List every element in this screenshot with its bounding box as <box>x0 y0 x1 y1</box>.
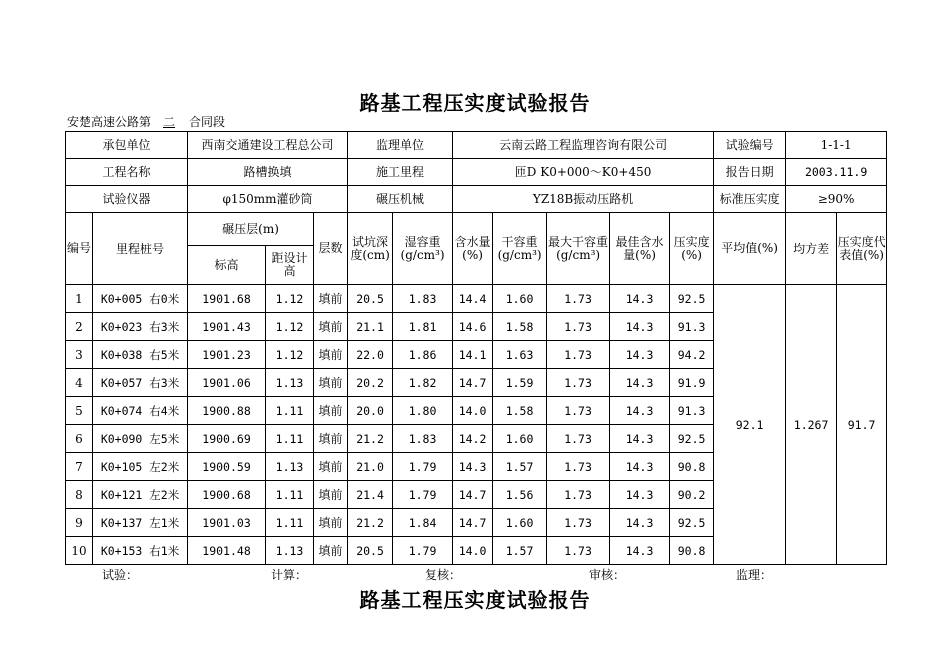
subtitle-prefix: 安楚高速公路第 <box>67 115 152 129</box>
wet-density-cell: 1.79 <box>393 481 453 509</box>
mileage-value: 匝D K0+000～K0+450 <box>453 159 714 186</box>
dry-density-cell: 1.58 <box>493 313 547 341</box>
compaction-cell: 92.5 <box>670 285 714 313</box>
compaction-cell: 91.3 <box>670 397 714 425</box>
layer-count-cell: 填前 <box>314 341 348 369</box>
project-label: 工程名称 <box>66 159 188 186</box>
max-dry-density-cell: 1.73 <box>547 397 610 425</box>
moisture-cell: 14.0 <box>453 397 493 425</box>
supervisor-label: 监理单位 <box>348 132 453 159</box>
header-station: 里程桩号 <box>93 213 188 285</box>
station-cell: K0+121 左2米 <box>93 481 188 509</box>
compaction-cell: 90.8 <box>670 537 714 565</box>
dry-density-cell: 1.56 <box>493 481 547 509</box>
representative-value: 91.7 <box>837 285 887 565</box>
pit-depth-cell: 20.2 <box>348 369 393 397</box>
max-dry-density-cell: 1.73 <box>547 425 610 453</box>
max-dry-density-cell: 1.73 <box>547 341 610 369</box>
layer-count-cell: 填前 <box>314 425 348 453</box>
station-cell: K0+153 右1米 <box>93 537 188 565</box>
row-no-cell: 9 <box>66 509 93 537</box>
station-cell: K0+137 左1米 <box>93 509 188 537</box>
test-no-value: 1-1-1 <box>786 132 887 159</box>
wet-density-cell: 1.86 <box>393 341 453 369</box>
elevation-cell: 1900.59 <box>188 453 266 481</box>
optimum-moisture-cell: 14.3 <box>610 369 670 397</box>
signature-line <box>65 566 886 582</box>
pit-depth-cell: 20.5 <box>348 537 393 565</box>
reviewer-label: 审核： <box>589 568 626 582</box>
contractor-label: 承包单位 <box>66 132 188 159</box>
layer-count-cell: 填前 <box>314 453 348 481</box>
optimum-moisture-cell: 14.3 <box>610 285 670 313</box>
data-rows <box>66 285 887 565</box>
station-cell: K0+074 右4米 <box>93 397 188 425</box>
subtitle-suffix: 合同段 <box>189 115 226 129</box>
header-elevation: 标高 <box>188 246 266 285</box>
pit-depth-cell: 22.0 <box>348 341 393 369</box>
row-no-cell: 1 <box>66 285 93 313</box>
optimum-moisture-cell: 14.3 <box>610 481 670 509</box>
station-cell: K0+023 右3米 <box>93 313 188 341</box>
distance-cell: 1.12 <box>266 313 314 341</box>
mileage-label: 施工里程 <box>348 159 453 186</box>
station-cell: K0+090 左5米 <box>93 425 188 453</box>
pit-depth-cell: 21.2 <box>348 425 393 453</box>
compaction-report-table <box>65 131 887 565</box>
contract-section-number: 二 <box>163 115 176 129</box>
elevation-cell: 1901.48 <box>188 537 266 565</box>
station-cell: K0+038 右5米 <box>93 341 188 369</box>
row-no-cell: 8 <box>66 481 93 509</box>
moisture-cell: 14.6 <box>453 313 493 341</box>
elevation-cell: 1901.03 <box>188 509 266 537</box>
standard-compaction-label: 标准压实度 <box>714 186 786 213</box>
dry-density-cell: 1.60 <box>493 285 547 313</box>
rechecker-label: 复核： <box>425 568 462 582</box>
compaction-cell: 91.3 <box>670 313 714 341</box>
wet-density-cell: 1.79 <box>393 453 453 481</box>
pit-depth-cell: 21.1 <box>348 313 393 341</box>
elevation-cell: 1901.23 <box>188 341 266 369</box>
report-date-label: 报告日期 <box>714 159 786 186</box>
max-dry-density-cell: 1.73 <box>547 453 610 481</box>
distance-cell: 1.11 <box>266 509 314 537</box>
row-no-cell: 6 <box>66 425 93 453</box>
dry-density-cell: 1.59 <box>493 369 547 397</box>
station-cell: K0+005 右0米 <box>93 285 188 313</box>
max-dry-density-cell: 1.73 <box>547 481 610 509</box>
max-dry-density-cell: 1.73 <box>547 369 610 397</box>
station-cell: K0+057 右3米 <box>93 369 188 397</box>
wet-density-cell: 1.83 <box>393 285 453 313</box>
compaction-cell: 92.5 <box>670 425 714 453</box>
optimum-moisture-cell: 14.3 <box>610 537 670 565</box>
supervisor-sign-label: 监理： <box>736 568 773 582</box>
optimum-moisture-cell: 14.3 <box>610 341 670 369</box>
moisture-cell: 14.7 <box>453 481 493 509</box>
elevation-cell: 1900.69 <box>188 425 266 453</box>
info-row-project <box>66 159 887 186</box>
report-title-repeat: 路基工程压实度试验报告 <box>359 588 591 612</box>
row-no-cell: 7 <box>66 453 93 481</box>
layer-count-cell: 填前 <box>314 313 348 341</box>
layer-count-cell: 填前 <box>314 509 348 537</box>
roller-value: YZ18B振动压路机 <box>453 186 714 213</box>
table-row <box>66 285 887 313</box>
header-no: 编号 <box>66 213 93 285</box>
pit-depth-cell: 21.4 <box>348 481 393 509</box>
moisture-cell: 14.3 <box>453 453 493 481</box>
optimum-moisture-cell: 14.3 <box>610 509 670 537</box>
distance-cell: 1.11 <box>266 425 314 453</box>
header-compaction: 压实度(%) <box>670 213 714 285</box>
header-row-1 <box>66 213 887 246</box>
distance-cell: 1.11 <box>266 397 314 425</box>
mean-value: 92.1 <box>714 285 786 565</box>
header-wet-density: 湿容重(g/cm³) <box>393 213 453 285</box>
test-no-label: 试验编号 <box>714 132 786 159</box>
wet-density-cell: 1.81 <box>393 313 453 341</box>
dry-density-cell: 1.60 <box>493 509 547 537</box>
pit-depth-cell: 20.0 <box>348 397 393 425</box>
info-row-instrument <box>66 186 887 213</box>
wet-density-cell: 1.79 <box>393 537 453 565</box>
compaction-cell: 94.2 <box>670 341 714 369</box>
pit-depth-cell: 21.0 <box>348 453 393 481</box>
pit-depth-cell: 21.2 <box>348 509 393 537</box>
distance-cell: 1.13 <box>266 453 314 481</box>
row-no-cell: 3 <box>66 341 93 369</box>
max-dry-density-cell: 1.73 <box>547 537 610 565</box>
distance-cell: 1.11 <box>266 481 314 509</box>
elevation-cell: 1901.06 <box>188 369 266 397</box>
distance-cell: 1.13 <box>266 369 314 397</box>
info-row-contractor <box>66 132 887 159</box>
station-cell: K0+105 左2米 <box>93 453 188 481</box>
header-moisture: 含水量(%) <box>453 213 493 285</box>
header-representative: 压实度代表值(%) <box>837 213 887 285</box>
dry-density-cell: 1.60 <box>493 425 547 453</box>
dry-density-cell: 1.57 <box>493 537 547 565</box>
wet-density-cell: 1.83 <box>393 425 453 453</box>
instrument-label: 试验仪器 <box>66 186 188 213</box>
layer-count-cell: 填前 <box>314 537 348 565</box>
header-pit-depth: 试坑深度(cm) <box>348 213 393 285</box>
moisture-cell: 14.7 <box>453 509 493 537</box>
wet-density-cell: 1.82 <box>393 369 453 397</box>
max-dry-density-cell: 1.73 <box>547 313 610 341</box>
header-layer-group: 碾压层(m) <box>188 213 314 246</box>
wet-density-cell: 1.80 <box>393 397 453 425</box>
supervisor-value: 云南云路工程监理咨询有限公司 <box>453 132 714 159</box>
project-value: 路槽换填 <box>188 159 348 186</box>
moisture-cell: 14.2 <box>453 425 493 453</box>
elevation-cell: 1901.43 <box>188 313 266 341</box>
row-no-cell: 4 <box>66 369 93 397</box>
row-no-cell: 2 <box>66 313 93 341</box>
moisture-cell: 14.1 <box>453 341 493 369</box>
header-layer-count: 层数 <box>314 213 348 285</box>
optimum-moisture-cell: 14.3 <box>610 397 670 425</box>
row-no-cell: 10 <box>66 537 93 565</box>
moisture-cell: 14.7 <box>453 369 493 397</box>
compaction-cell: 90.8 <box>670 453 714 481</box>
header-mean: 平均值(%) <box>714 213 786 285</box>
standard-compaction-value: ≥90% <box>786 186 887 213</box>
distance-cell: 1.12 <box>266 285 314 313</box>
row-no-cell: 5 <box>66 397 93 425</box>
distance-cell: 1.12 <box>266 341 314 369</box>
roller-label: 碾压机械 <box>348 186 453 213</box>
moisture-cell: 14.0 <box>453 537 493 565</box>
dry-density-cell: 1.63 <box>493 341 547 369</box>
max-dry-density-cell: 1.73 <box>547 285 610 313</box>
report-date-value: 2003.11.9 <box>786 159 887 186</box>
variance-value: 1.267 <box>786 285 837 565</box>
pit-depth-cell: 20.5 <box>348 285 393 313</box>
compaction-cell: 91.9 <box>670 369 714 397</box>
optimum-moisture-cell: 14.3 <box>610 313 670 341</box>
dry-density-cell: 1.57 <box>493 453 547 481</box>
elevation-cell: 1900.88 <box>188 397 266 425</box>
contractor-value: 西南交通建设工程总公司 <box>188 132 348 159</box>
layer-count-cell: 填前 <box>314 369 348 397</box>
header-max-dry-density: 最大干容重(g/cm³) <box>547 213 610 285</box>
compaction-cell: 92.5 <box>670 509 714 537</box>
layer-count-cell: 填前 <box>314 285 348 313</box>
contract-section-line <box>67 113 225 130</box>
elevation-cell: 1901.68 <box>188 285 266 313</box>
calculator-label: 计算： <box>271 568 308 582</box>
report-title: 路基工程压实度试验报告 <box>359 91 591 115</box>
distance-cell: 1.13 <box>266 537 314 565</box>
wet-density-cell: 1.84 <box>393 509 453 537</box>
optimum-moisture-cell: 14.3 <box>610 453 670 481</box>
elevation-cell: 1900.68 <box>188 481 266 509</box>
layer-count-cell: 填前 <box>314 397 348 425</box>
header-distance: 距设计高 <box>266 246 314 285</box>
max-dry-density-cell: 1.73 <box>547 509 610 537</box>
header-variance: 均方差 <box>786 213 837 285</box>
moisture-cell: 14.4 <box>453 285 493 313</box>
instrument-value: φ150mm灌砂筒 <box>188 186 348 213</box>
compaction-cell: 90.2 <box>670 481 714 509</box>
dry-density-cell: 1.58 <box>493 397 547 425</box>
optimum-moisture-cell: 14.3 <box>610 425 670 453</box>
header-optimum-moisture: 最佳含水量(%) <box>610 213 670 285</box>
layer-count-cell: 填前 <box>314 481 348 509</box>
header-dry-density: 干容重(g/cm³) <box>493 213 547 285</box>
tester-label: 试验： <box>102 568 139 582</box>
